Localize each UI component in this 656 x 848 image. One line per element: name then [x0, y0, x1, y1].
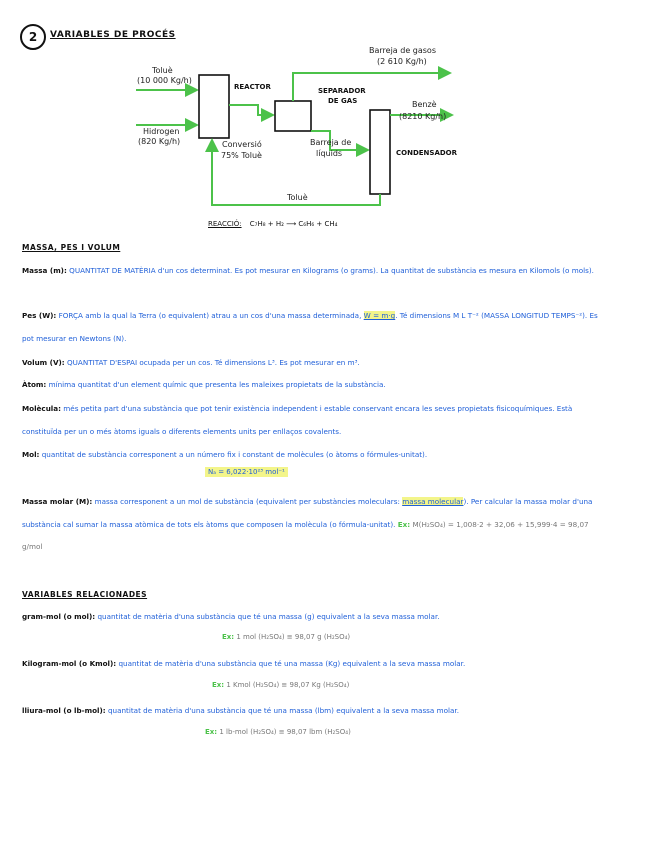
reactor-label: REACTOR	[234, 83, 271, 91]
gas-mix-flow: (2 610 Kg/h)	[377, 57, 427, 66]
example-kilogram-mol	[212, 681, 349, 689]
hydrogen-feed-label: Hidrogen	[143, 127, 180, 136]
definition-molecula	[22, 398, 600, 443]
liquid-mix-label-1: Barreja de	[310, 138, 352, 147]
term-pes: Pes (W):	[22, 311, 57, 320]
section-number-circle: 2	[20, 24, 46, 50]
definition-pes	[22, 305, 600, 350]
def-gram-mol: quantitat de matèria d'una substància que té una massa (g) equivalent a la seva massa molar.	[97, 612, 440, 621]
term-massa-molar: Massa molar (M):	[22, 497, 93, 506]
example-kmol-value: 1 Kmol (H₂SO₄) ≡ 98,07 Kg (H₂SO₄)	[226, 681, 350, 689]
term-kilogram-mol: Kilogram-mol (o Kmol):	[22, 659, 117, 668]
def-volum: QUANTITAT D'ESPAI ocupada per un cos. Té dimensions L³. Es pot mesurar en m³.	[66, 358, 360, 367]
term-gram-mol: gram-mol (o mol):	[22, 612, 96, 621]
definition-massa	[22, 260, 600, 283]
example-label-kmol: Ex:	[212, 681, 225, 689]
process-diagram	[0, 0, 656, 240]
def-massa: QUANTITAT DE MATÈRIA d'un cos determinat. Es pot mesurar en Kilograms (o grams). La quantitat de substància es mesura en Kilomols (o mols).	[69, 266, 594, 275]
def-pes-b: . Té dimensions M L T⁻² (MASSA LONGITUD TEMPS⁻²). Es pot mesurar en Newtons (N).	[22, 311, 598, 343]
toluene-feed-flow: (10 000 Kg/h)	[137, 76, 192, 85]
reaction-label: REACCIÓ:	[208, 220, 242, 228]
definition-massa-molar	[22, 491, 600, 559]
definition-kilogram-mol	[22, 653, 600, 676]
reaction-equation: C₇H₈ + H₂ ⟶ C₆H₆ + CH₄	[249, 220, 338, 228]
benzene-flow: (8210 Kg/h)	[399, 112, 447, 121]
definition-mol	[22, 444, 600, 467]
term-mol: Mol:	[22, 450, 40, 459]
liquid-mix-label-2: líquids	[316, 149, 343, 158]
example-lliura-mol	[205, 728, 351, 736]
term-massa: Massa (m):	[22, 266, 67, 275]
definition-volum	[22, 352, 600, 375]
def-lliura-mol: quantitat de matèria d'una substància que té una massa (lbm) equivalent a la seva massa molar.	[107, 706, 459, 715]
section-title-variables: VARIABLES RELACIONADES	[22, 590, 148, 599]
separator-label-2: DE GAS	[328, 97, 358, 105]
massa-molecular-highlight: massa molecular	[402, 497, 464, 506]
definition-lliura-mol	[22, 700, 600, 723]
separator-box	[275, 101, 311, 131]
gas-mix-label: Barreja de gasos	[369, 46, 436, 55]
reaction-line	[208, 220, 337, 228]
definition-atom	[22, 374, 600, 397]
term-volum: Volum (V):	[22, 358, 65, 367]
example-massa-molar: M(H₂SO₄) = 1,008·2 + 32,06 + 15,999·4 = 98,07 g/mol	[22, 519, 589, 552]
def-massa-molar-b: ). Per calcular la massa molar d'una substància cal sumar la massa atòmica de tots els àtoms que composen la molècula (o fórmula-unitat).	[22, 497, 593, 529]
hydrogen-feed-flow: (820 Kg/h)	[138, 137, 181, 146]
example-label-molar: Ex:	[397, 519, 411, 529]
def-massa-molar-a: massa corresponent a un mol de substància (equivalent per substàncies moleculars:	[94, 497, 400, 506]
example-gmol-value: 1 mol (H₂SO₄) ≡ 98,07 g (H₂SO₄)	[236, 633, 351, 641]
toluene-feed-label: Toluè	[152, 66, 173, 75]
def-molecula: més petita part d'una substància que pot tenir existència independent i estable conservant encara les seves propietats fisicoquímiques. Està constituïda per un o més àtoms iguals o diferents elements units per enllaços covalents.	[22, 404, 573, 436]
example-gram-mol	[222, 633, 350, 641]
definition-gram-mol	[22, 606, 600, 629]
reactor-box	[199, 75, 229, 138]
def-pes-a: FORÇA amb la qual la Terra (o equivalent) atrau a un cos d'una massa determinada,	[58, 311, 362, 320]
section-title-massa: MASSA, PES I VOLUM	[22, 243, 121, 252]
example-label-gmol: Ex:	[222, 633, 235, 641]
recycle-label: Toluè	[287, 193, 308, 202]
condenser-label: CONDENSADOR	[396, 149, 458, 157]
term-molecula: Molècula:	[22, 404, 61, 413]
term-lliura-mol: lliura-mol (o lb-mol):	[22, 706, 106, 715]
def-atom: mínima quantitat d'un element químic que presenta les maleixes propietats de la substància.	[48, 380, 386, 389]
benzene-label: Benzè	[412, 100, 437, 109]
conversion-value: 75% Toluè	[221, 151, 262, 160]
avogadro-highlight: Nₐ = 6,022·10²³ mol⁻¹	[205, 467, 288, 477]
example-lbmol-value: 1 lb-mol (H₂SO₄) ≡ 98,07 lbm (H₂SO₄)	[219, 728, 351, 736]
def-mol: quantitat de substància corresponent a un número fix i constant de molècules (o àtoms o fórmules-unitat).	[41, 450, 428, 459]
conversion-label: Conversió	[222, 140, 262, 149]
reactor-to-separator-line	[229, 105, 273, 115]
example-label-lbmol: Ex:	[205, 728, 218, 736]
condenser-box	[370, 110, 390, 194]
page-title: VARIABLES DE PROCÉS	[50, 30, 176, 40]
separator-label-1: SEPARADOR	[318, 87, 366, 95]
def-kilogram-mol: quantitat de matèria d'una substància que té una massa (Kg) equivalent a la seva massa molar.	[118, 659, 466, 668]
gas-out-line	[293, 73, 450, 101]
term-atom: Àtom:	[22, 380, 47, 389]
pes-formula-highlight: W = m·g	[363, 311, 396, 320]
